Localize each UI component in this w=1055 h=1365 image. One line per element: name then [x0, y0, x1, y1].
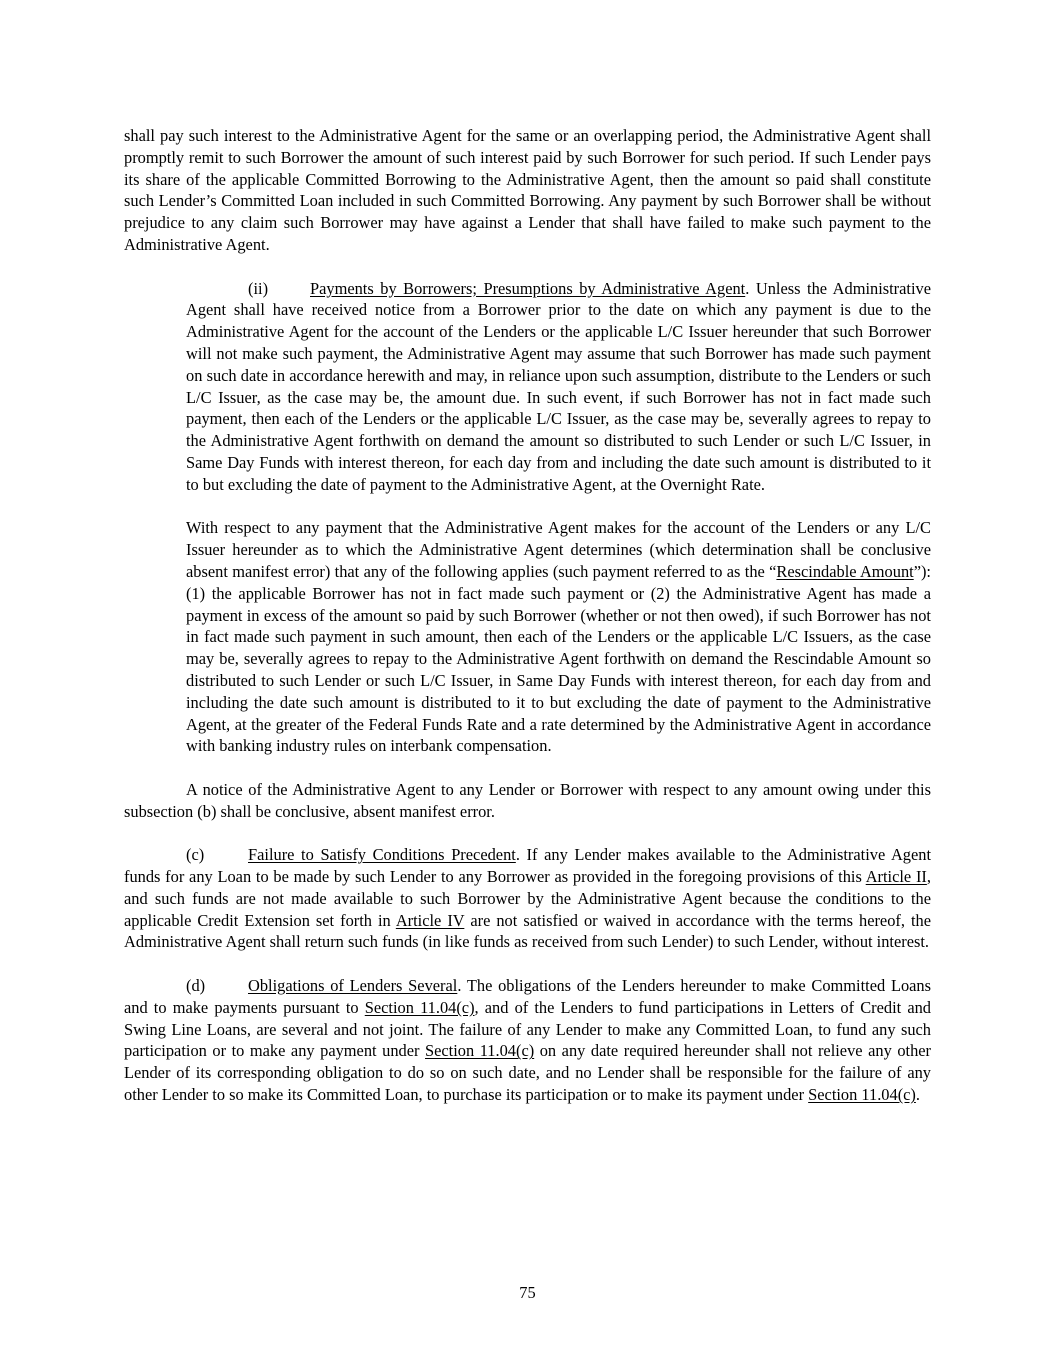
clause-c-paragraph: [124, 844, 931, 953]
page-body: [124, 125, 931, 1106]
clause-c-text-1: . If any Lender makes available to the Administrative Agent funds for any Loan to be made by such Lender to any Borrower as provided in the foregoing provisions of this: [124, 845, 932, 887]
clause-ii-enumerator: (ii): [248, 278, 269, 298]
notice-paragraph: A notice of the Administrative Agent to any Lender or Borrower with respect to any amount owing under this subsection (b) shall be conclusive, absent manifest error.: [124, 779, 931, 821]
clause-ii-body: . Unless the Administrative Agent shall have received notice from a Borrower prior to the date on which any payment is due to the Administrative Agent for the account of the Lenders or the applicable L/C Issuer hereunder that such Borrower will not make such payment, the Administrative Agent may assume that such Borrower has made such payment on such date in accordance herewith and may, in reliance upon such assumption, distribute to the Lenders or such L/C Issuer, as the case may be, the amount due. In such event, if such Borrower has not in fact made such payment, then each of the Lenders or the applicable L/C Issuer, as the case may be, severally agrees to repay to the Administrative Agent forthwith on demand the amount so distributed to such Lender or such L/C Issuer, in Same Day Funds with interest thereon, for each day from and including the date such amount is distributed to it to but excluding the date of payment to the Administrative Agent, at the Overnight Rate.: [186, 278, 931, 494]
rescindable-text-1: With respect to any payment that the Administrative Agent makes for the account of the Lenders or any L/C Issuer hereunder as to which the Administrative Agent determines (which determination shall be conclusive absent manifest error) that any of the following applies (such payment referred to as the “: [186, 518, 931, 581]
clause-d-paragraph: [124, 975, 931, 1106]
section-reference-1: Section 11.04(c): [364, 997, 475, 1017]
clause-ii-heading: Payments by Borrowers; Presumptions by Administrative Agent: [310, 278, 746, 298]
clause-d-text-2: , and of the Lenders to fund participations in Letters of Credit and Swing Line Loans, are several and not joint. The failure of any Lender to make any Committed Loan, to fund any such participation or to make any payment under: [124, 997, 931, 1061]
article-ii-reference: Article II: [865, 867, 927, 887]
clause-ii-paragraph: [186, 278, 931, 496]
clause-d-text-1: . The obligations of the Lenders hereunder to make Committed Loans and to make payments pursuant to: [124, 976, 931, 1017]
clause-ii: [186, 278, 931, 496]
rescindable-defined-term: Rescindable Amount: [776, 561, 914, 581]
clause-d-enumerator: (d): [186, 976, 206, 996]
clause-c-text-3: are not satisfied or waived in accordance with the terms hereof, the Administrative Agent shall return such funds (in like funds as received from such Lender) to such Lender, without interest.: [124, 910, 931, 952]
clause-d-heading: Obligations of Lenders Several: [248, 976, 458, 996]
page-number: 75: [519, 1283, 536, 1302]
clause-d-text-4: .: [915, 1085, 920, 1105]
article-iv-reference: Article IV: [395, 910, 465, 930]
section-reference-3: Section 11.04(c): [808, 1085, 916, 1105]
paragraph-continuation: shall pay such interest to the Administrative Agent for the same or an overlapping period, the Administrative Agent shall promptly remit to such Borrower the amount of such interest paid by such Borrower for such period. If such Lender pays its share of the applicable Committed Borrowing to the Administrative Agent, then the amount so paid shall constitute such Lender’s Committed Loan included in such Committed Borrowing. Any payment by such Borrower shall be without prejudice to any claim such Borrower may have against a Lender that shall have failed to make such payment to the Administrative Agent.: [124, 126, 931, 254]
clause-c-heading: Failure to Satisfy Conditions Precedent: [248, 845, 516, 865]
clause-c-enumerator: (c): [186, 845, 205, 865]
rescindable-amount-paragraph: [186, 517, 931, 757]
clause-d-text-3: on any date required hereunder shall not relieve any other Lender of its corresponding obligation to do so on such date, and no Lender shall be responsible for the failure of any other Lender to so make its Committed Loan, to purchase its participation or to make its payment under: [124, 1041, 931, 1105]
section-reference-2: Section 11.04(c): [425, 1041, 535, 1061]
rescindable-text-2: ”): (1) the applicable Borrower has not in fact made such payment or (2) the Administrative Agent has made a payment in excess of the amount so paid by such Borrower (whether or not then owed), if such Borrower has not in fact made such payment in such amount, then each of the Lenders or the applicable L/C Issuers, as the case may be, severally agrees to repay to the Administrative Agent forthwith on demand the Rescindable Amount so distributed to such Lender or such L/C Issuer, in Same Day Funds with interest thereon, for each day from and including the date such amount is distributed to it to but excluding the date of payment to the Administrative Agent, at the greater of the Federal Funds Rate and a rate determined by the Administrative Agent in accordance with banking industry rules on interbank compensation.: [186, 561, 931, 756]
clause-c-text-2: , and such funds are not made available to such Borrower by the Administrative Agent because the conditions to the applicable Credit Extension set forth in: [124, 867, 931, 930]
rescindable-amount-block: [186, 517, 931, 757]
